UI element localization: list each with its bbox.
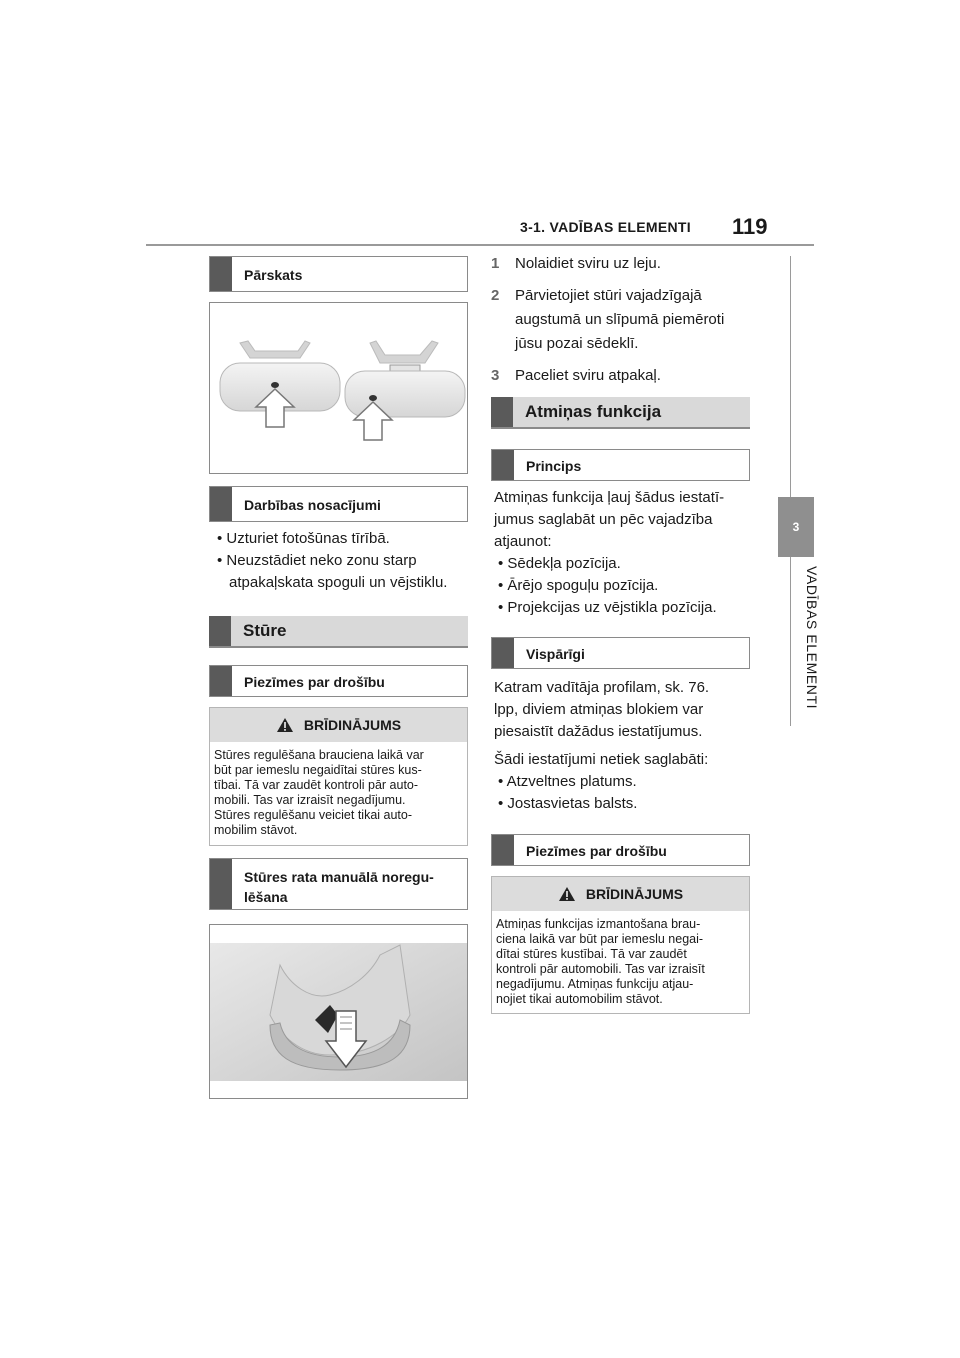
warning-header	[492, 877, 749, 911]
section-atminas	[491, 397, 750, 429]
warning-line: Stūres regulēšanu veiciet tikai auto-	[214, 808, 413, 822]
warning-title: BRĪDINĀJUMS	[303, 717, 402, 733]
section-bar	[491, 397, 513, 427]
heading-text: Pārskats	[244, 267, 303, 283]
heading-darbibas	[209, 486, 468, 522]
list-item: • Neuzstādiet neko zonu starp	[217, 552, 417, 569]
heading-text: Princips	[526, 458, 582, 474]
warning-line: ciena laikā var būt par iemeslu negai-	[496, 932, 704, 946]
chapter-tab: 3	[778, 497, 814, 557]
paragraph-line: jumus saglabāt un pēc vajadzība	[494, 511, 713, 528]
warning-line: nojiet tikai automobilim stāvot.	[496, 992, 663, 1006]
heading-manuala	[209, 858, 468, 910]
list-item: • Ārējo spoguļu pozīcija.	[498, 577, 659, 594]
list-item: • Uzturiet fotošūnas tīrībā.	[217, 530, 390, 547]
header-rule	[146, 244, 814, 246]
list-item-continuation: atpakaļskata spoguli un vējstiklu.	[229, 574, 448, 591]
mirror-illustration	[210, 303, 467, 473]
heading-line: lēšana	[244, 889, 288, 905]
warning-line: tībai. Tā var zaudēt kontroli pār auto-	[214, 778, 419, 792]
step-line: augstumā un slīpumā piemēroti	[515, 311, 725, 328]
warning-line: kontroli pār automobili. Tas var izraisīt	[496, 962, 705, 976]
step-item	[491, 284, 753, 356]
heading-princips	[491, 449, 750, 481]
warning-body	[210, 742, 467, 844]
warning-line: dītai stūres kustībai. Tā var zaudēt	[496, 947, 687, 961]
heading-line: Stūres rata manuālā noregu-	[244, 869, 434, 885]
section-sture	[209, 616, 468, 648]
warning-line: būt par iemeslu negaidītai stūres kus-	[214, 763, 422, 777]
heading-bar	[210, 487, 232, 521]
steps-list	[491, 252, 753, 388]
section-text: Atmiņas funkcija	[525, 402, 662, 421]
warning-box-left	[209, 707, 468, 846]
paragraph-line: Šādi iestatījumi netiek saglabāti:	[494, 751, 709, 768]
heading-text	[232, 859, 434, 909]
step-line: Pārvietojiet stūri vajadzīgajā	[515, 287, 702, 304]
heading-text: Piezīmes par drošību	[526, 843, 667, 859]
list-item: • Atzveltnes platums.	[498, 773, 637, 790]
steering-lever-image	[209, 924, 468, 1099]
list-item: • Projekcijas uz vējstikla pozīcija.	[498, 599, 717, 616]
list-item: • Jostasvietas balsts.	[498, 795, 638, 812]
step-line: Nolaidiet sviru uz leju.	[515, 255, 661, 272]
step-number: 3	[491, 367, 500, 384]
steering-lever-illustration	[210, 925, 467, 1098]
warning-line: negadījumu. Atmiņas funkciju atjau-	[496, 977, 694, 991]
heading-visparigi	[491, 637, 750, 669]
heading-text: Piezīmes par drošību	[244, 674, 385, 690]
heading-text: Vispārīgi	[526, 646, 585, 662]
warning-line: Atmiņas funkcijas izmantošana brau-	[496, 917, 701, 931]
warning-box-right	[491, 876, 750, 1014]
mirror-image	[209, 302, 468, 474]
heading-parskats	[209, 256, 468, 292]
step-line: Paceliet sviru atpakaļ.	[515, 367, 661, 384]
general-paragraph	[494, 677, 756, 815]
heading-bar	[210, 666, 232, 696]
heading-text: Darbības nosacījumi	[244, 497, 381, 513]
section-title: 3-1. VADĪBAS ELEMENTI	[520, 219, 691, 235]
heading-bar	[492, 835, 514, 865]
warning-title: BRĪDINĀJUMS	[585, 886, 684, 902]
step-item	[491, 252, 753, 276]
heading-piezimes-left	[209, 665, 468, 697]
step-number: 1	[491, 255, 500, 272]
section-text: Stūre	[243, 621, 287, 640]
paragraph-line: piesaistīt dažādus iestatījumus.	[494, 723, 703, 740]
warning-line: mobilim stāvot.	[214, 823, 298, 837]
heading-bar	[210, 257, 232, 291]
paragraph-line: Katram vadītāja profilam, sk. 76.	[494, 679, 710, 696]
section-bar	[209, 616, 231, 646]
warning-header	[210, 708, 467, 742]
step-number: 2	[491, 287, 500, 304]
warning-body	[492, 911, 749, 1013]
list-item: • Sēdekļa pozīcija.	[498, 555, 621, 572]
step-item	[491, 364, 753, 388]
chapter-label: VADĪBAS ELEMENTI	[804, 566, 820, 710]
step-line: jūsu pozai sēdeklī.	[515, 335, 639, 352]
warning-line: mobili. Tas var izraisīt negadījumu.	[214, 793, 406, 807]
paragraph-line: lpp, diviem atmiņas blokiem var	[494, 701, 704, 718]
principle-paragraph	[494, 487, 756, 619]
page-number: 119	[732, 214, 768, 239]
heading-bar	[492, 450, 514, 480]
paragraph-line: atjaunot:	[494, 533, 552, 550]
warning-icon	[276, 717, 294, 733]
warning-icon	[558, 886, 576, 902]
heading-bar	[210, 859, 232, 909]
heading-bar	[492, 638, 514, 668]
paragraph-line: Atmiņas funkcija ļauj šādus iestatī-	[494, 489, 725, 506]
heading-piezimes-right	[491, 834, 750, 866]
conditions-list	[213, 528, 469, 594]
warning-line: Stūres regulēšana brauciena laikā var	[214, 748, 424, 762]
